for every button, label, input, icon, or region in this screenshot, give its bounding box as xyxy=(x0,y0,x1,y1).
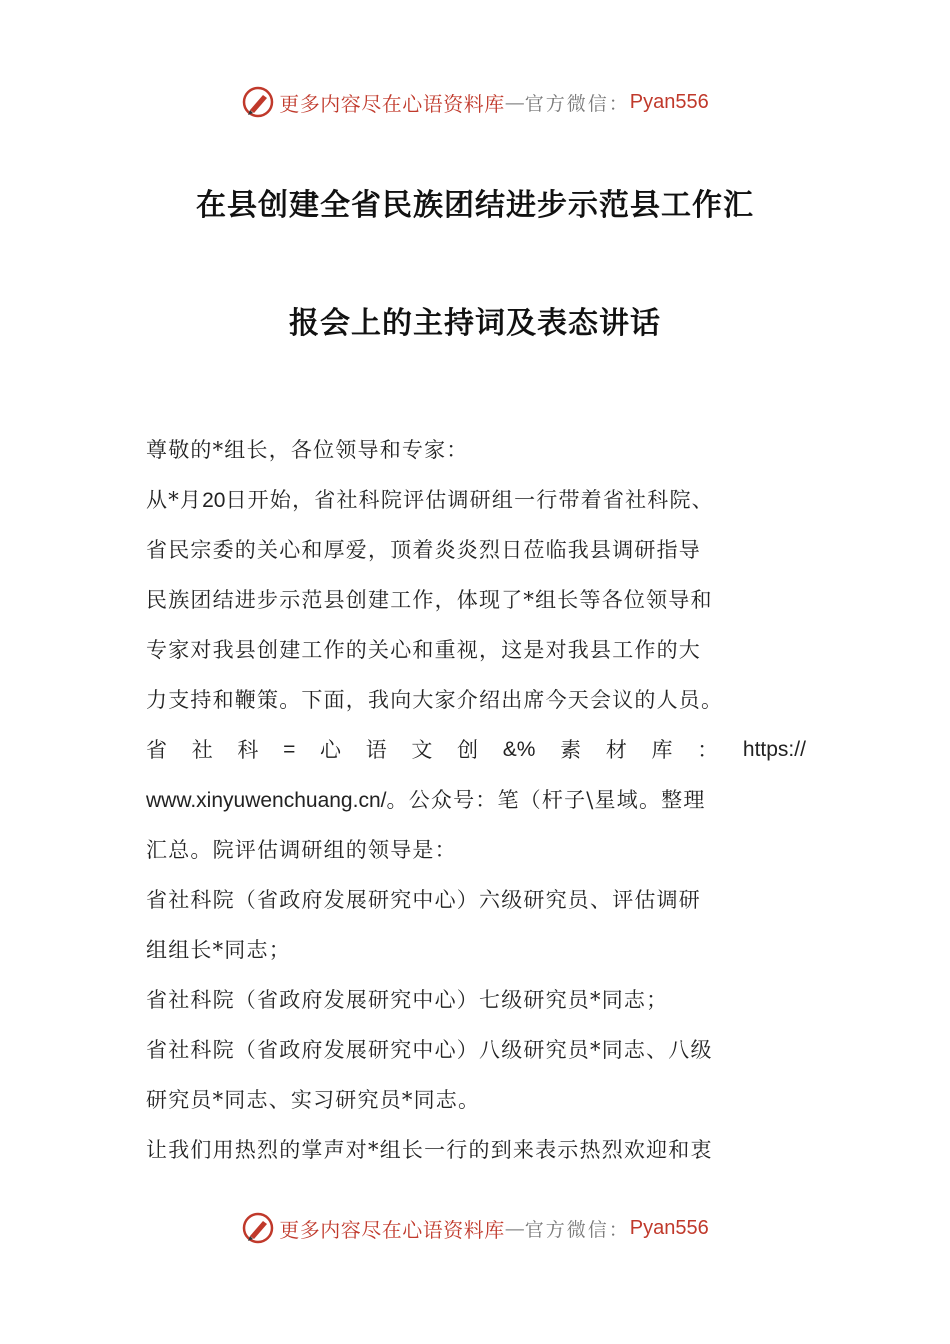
body-line: 专家对我县创建工作的关心和重视，这是对我县工作的大 xyxy=(146,638,701,662)
header-watermark xyxy=(0,80,950,124)
body-line: 省社科院（省政府发展研究中心）八级研究员*同志、八级 xyxy=(146,1038,713,1062)
body-token: ： xyxy=(697,738,719,762)
body-line: 汇总。院评估调研组的领导是： xyxy=(146,838,457,862)
body-line: 尊敬的*组长，各位领导和专家： xyxy=(146,438,469,462)
body-line: 让我们用热烈的掌声对*组长一行的到来表示热烈欢迎和衷 xyxy=(146,1138,713,1162)
body-text: 。公众号：笔（杆子\星域。整理 xyxy=(386,788,706,812)
body-line: 省民宗委的关心和厚爱，顶着炎炎烈日莅临我县调研指导 xyxy=(146,538,701,562)
body-token: 文 xyxy=(411,738,433,762)
body-line: 力支持和鞭策。下面，我向大家介绍出席今天会议的人员。 xyxy=(146,688,724,712)
body-token: 材 xyxy=(605,738,627,762)
body-line: 省社科院（省政府发展研究中心）七级研究员*同志； xyxy=(146,988,669,1012)
watermark-wechat-id: Pyan556 xyxy=(629,1216,709,1239)
body-token: 社 xyxy=(191,738,213,762)
body-text: 日开始，省社科院评估调研组一行带着省社科院、 xyxy=(225,488,714,512)
document-title-line-2: 报会上的主持词及表态讲话 xyxy=(289,306,661,341)
body-url-start: https:// xyxy=(742,738,806,761)
body-token: = xyxy=(283,738,296,761)
body-line-justified xyxy=(146,725,806,775)
watermark-wechat-id: Pyan556 xyxy=(629,90,709,113)
pen-nib-circle-icon xyxy=(241,85,275,119)
watermark-separator: — xyxy=(504,90,525,114)
body-line: 民族团结进步示范县创建工作，体现了*组长等各位领导和 xyxy=(146,588,713,612)
body-token: 心 xyxy=(320,738,342,762)
watermark-separator: — xyxy=(504,1216,525,1240)
watermark-text: 更多内容尽在心语资料库 xyxy=(279,91,505,116)
body-line: 组组长*同志； xyxy=(146,938,291,962)
body-token: &% xyxy=(502,738,536,761)
watermark-official-label: 官方微信： xyxy=(524,1218,630,1241)
footer-watermark xyxy=(0,1206,950,1250)
body-token: 语 xyxy=(365,738,387,762)
body-token: 库 xyxy=(651,738,673,762)
document-title-line-1: 在县创建全省民族团结进步示范县工作汇 xyxy=(196,188,754,223)
body-line xyxy=(146,775,806,825)
body-token: 素 xyxy=(560,738,582,762)
pen-nib-circle-icon xyxy=(241,1211,275,1245)
body-url: www.xinyuwenchuang.cn/ xyxy=(146,789,387,812)
body-number: 20 xyxy=(202,489,226,512)
body-line xyxy=(146,475,806,525)
watermark-official-label: 官方微信： xyxy=(524,92,630,115)
body-line: 省社科院（省政府发展研究中心）六级研究员、评估调研 xyxy=(146,888,701,912)
watermark-text: 更多内容尽在心语资料库 xyxy=(279,1217,505,1242)
body-line: 研究员*同志、实习研究员*同志。 xyxy=(146,1088,481,1112)
document-body xyxy=(146,425,806,1175)
body-token: 省 xyxy=(146,738,167,762)
body-token: 科 xyxy=(237,738,259,762)
body-text: 从*月 xyxy=(146,488,203,512)
body-token: 创 xyxy=(457,738,479,762)
